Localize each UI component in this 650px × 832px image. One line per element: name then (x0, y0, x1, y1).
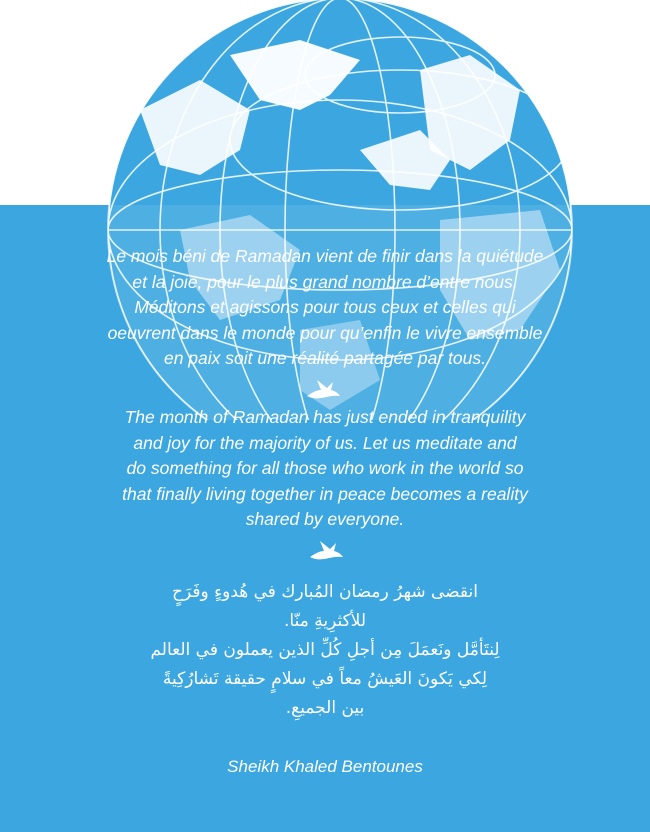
arabic-line: للأكثرِيةِ منّا. (284, 611, 366, 631)
arabic-line: بين الجميعِ. (285, 698, 365, 718)
english-paragraph (0, 405, 650, 533)
french-line: Méditons et agissons pour tous ceux et celles qui (134, 297, 516, 317)
signature: Sheikh Khaled Bentounes (227, 757, 423, 776)
dove-icon (306, 537, 346, 563)
french-line: Le mois béni de Ramadan vient de finir dans la quiétude (106, 246, 544, 266)
french-line: en paix soit une réalité partagée par tous. (163, 348, 486, 368)
french-paragraph (0, 244, 650, 372)
english-line: and joy for the majority of us. Let us meditate and (133, 432, 517, 453)
english-line: The month of Ramadan has just ended in tranquility (124, 407, 526, 427)
dove-icon (303, 376, 343, 402)
arabic-paragraph (40, 578, 610, 723)
french-line: et la joie, pour le plus grand nombre d’entre nous. (132, 271, 518, 292)
english-line: shared by everyone. (245, 509, 405, 529)
english-line: that finally living together in peace becomes a reality (122, 483, 528, 504)
french-line: oeuvrent dans le monde pour qu’enfin le vivre ensemble (107, 322, 543, 343)
arabic-line: لِكي يَكونَ العَيشُ معاً في سلامٍ حقيقة تَشارُكِيةً (162, 669, 488, 689)
english-line: do something for all those who work in the world so (126, 458, 524, 478)
arabic-line: انقضى شهرُ رمضان المُبارك في هُدوءٍ وفَرَحٍ (172, 582, 478, 602)
arabic-line: لِنتَأمَّل ونَعمَلَ مِن أجلِ كُلِّ الذين يعملون في العالم (150, 640, 500, 660)
